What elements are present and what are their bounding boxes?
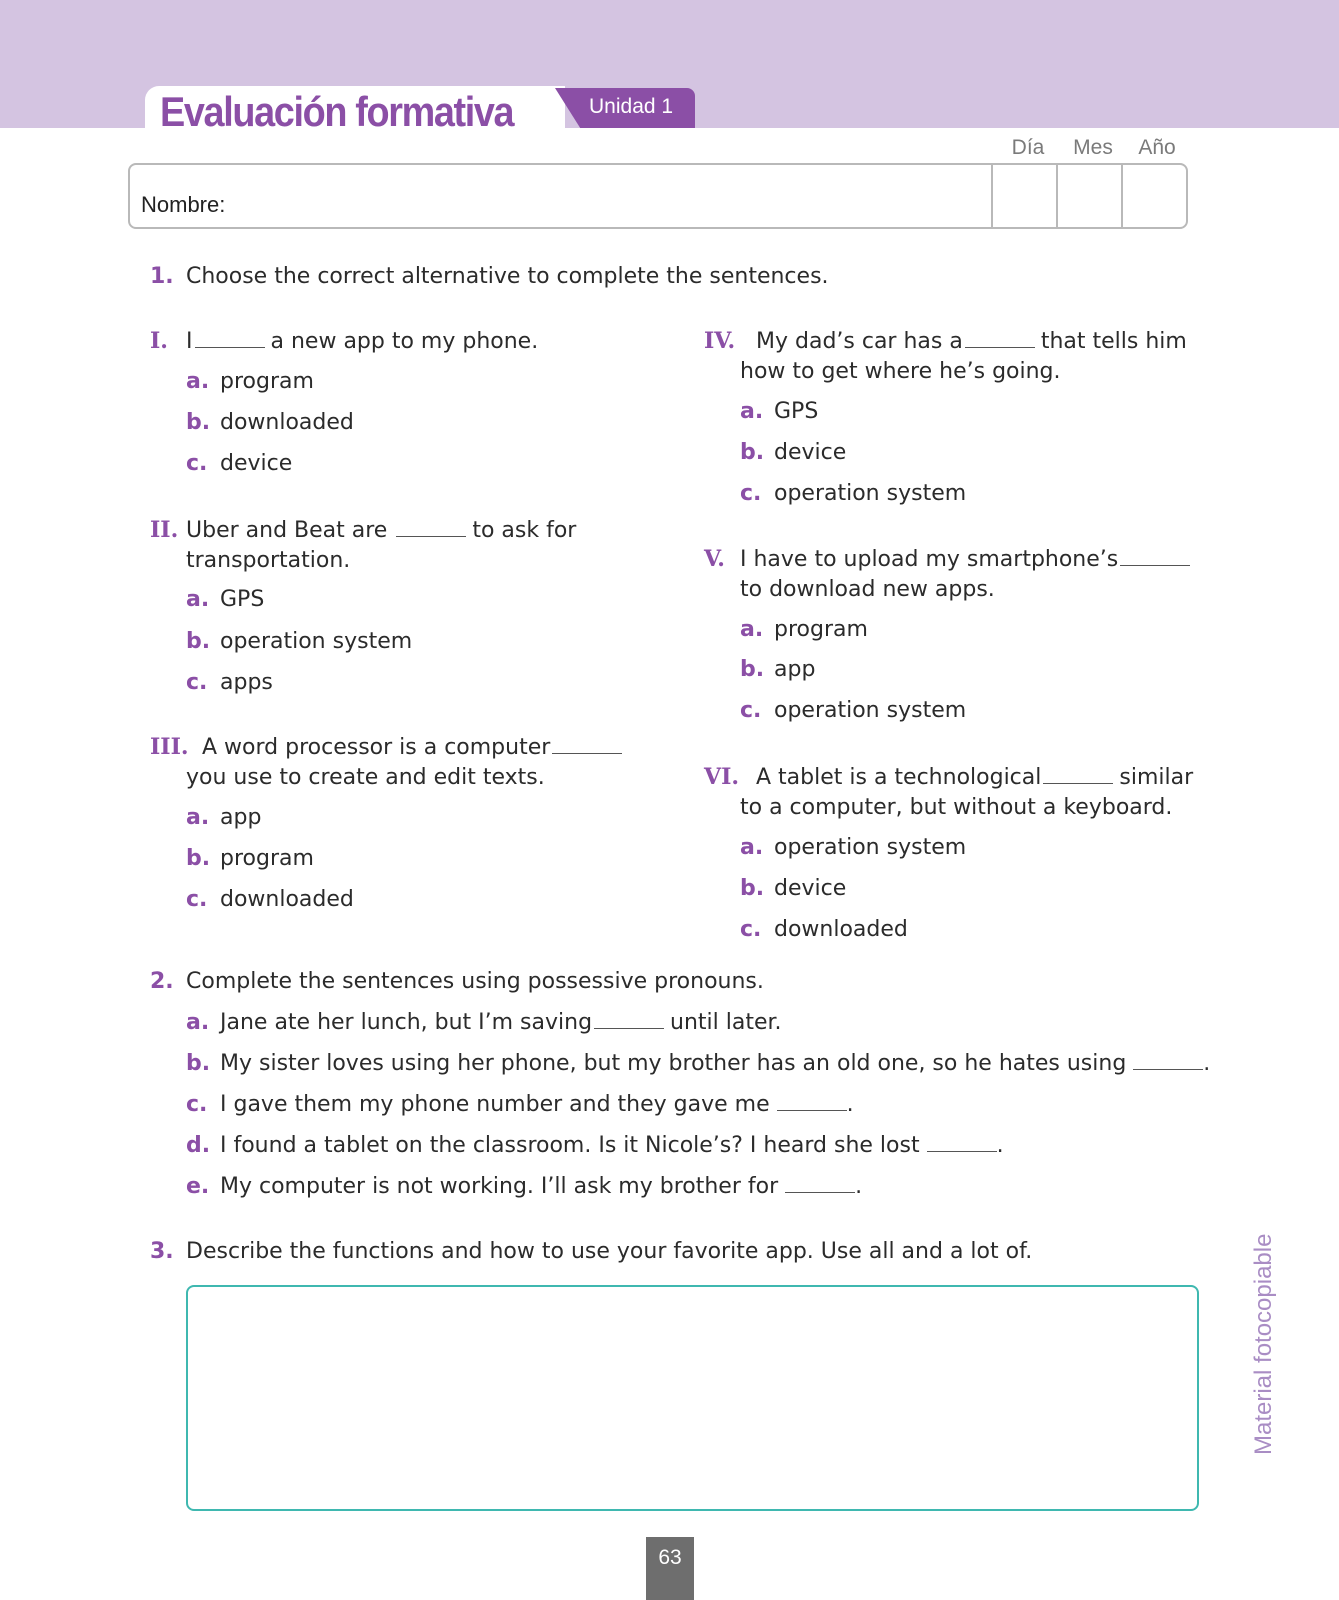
prompt-text: Complete the sentences using possessive pronouns. bbox=[186, 969, 764, 994]
option-b[interactable] bbox=[740, 438, 846, 468]
item-number: III. bbox=[150, 734, 189, 760]
answer-blank[interactable] bbox=[785, 1172, 855, 1193]
question-number: 3. bbox=[150, 1239, 174, 1264]
option-text: operation system bbox=[774, 481, 967, 506]
item-number: V. bbox=[704, 546, 725, 572]
answer-blank[interactable] bbox=[552, 733, 622, 754]
sentence-text: until later. bbox=[670, 1010, 782, 1035]
option-text: app bbox=[220, 805, 262, 830]
sentence-text: A word processor is a computer bbox=[202, 735, 551, 760]
sentence-text: My sister loves using her phone, but my brother has an old one, so he hates using bbox=[220, 1051, 1127, 1076]
option-text: GPS bbox=[220, 587, 265, 612]
item-number: I. bbox=[150, 328, 168, 354]
option-text: operation system bbox=[220, 629, 413, 654]
option-b[interactable] bbox=[740, 655, 815, 685]
sentence-text: you use to create and edit texts. bbox=[186, 765, 545, 790]
prompt-text: Describe the functions and how to use your favorite app. Use all and a lot of. bbox=[186, 1239, 1033, 1264]
option-letter: b. bbox=[186, 410, 211, 435]
option-text: downloaded bbox=[774, 917, 908, 942]
side-note: Material fotocopiable bbox=[1250, 1233, 1277, 1455]
year-field-divider bbox=[1121, 163, 1123, 229]
answer-textarea[interactable] bbox=[186, 1285, 1199, 1511]
option-text: operation system bbox=[774, 698, 967, 723]
question-2-prompt bbox=[150, 967, 764, 997]
option-text: device bbox=[774, 876, 847, 901]
sentence-text: to ask for bbox=[472, 518, 577, 543]
sentence-text: I found a tablet on the classroom. Is it Nicole’s? I heard she lost bbox=[220, 1133, 920, 1158]
option-letter: c. bbox=[186, 451, 208, 476]
month-field-divider bbox=[1056, 163, 1058, 229]
sentence-text: I bbox=[186, 329, 193, 354]
option-letter: b. bbox=[186, 629, 211, 654]
option-letter: a. bbox=[740, 617, 764, 642]
answer-blank[interactable] bbox=[1120, 545, 1190, 566]
sentence-text: Jane ate her lunch, but I’m saving bbox=[220, 1010, 593, 1035]
question-number: 1. bbox=[150, 264, 174, 289]
sentence-text: Uber and Beat are bbox=[186, 518, 388, 543]
option-a[interactable] bbox=[740, 833, 966, 863]
option-letter: b. bbox=[740, 657, 765, 682]
item-number: VI. bbox=[704, 764, 740, 790]
option-text: GPS bbox=[774, 399, 819, 424]
month-label: Mes bbox=[1073, 136, 1113, 159]
item-letter: d. bbox=[186, 1133, 211, 1158]
answer-blank[interactable] bbox=[927, 1131, 997, 1152]
option-letter: b. bbox=[186, 846, 211, 871]
option-text: apps bbox=[220, 670, 273, 695]
option-c[interactable] bbox=[740, 915, 908, 945]
item-number: IV. bbox=[704, 328, 736, 354]
item-V bbox=[704, 544, 1190, 605]
option-letter: a. bbox=[740, 835, 764, 860]
day-field-divider bbox=[991, 163, 993, 229]
option-c[interactable] bbox=[186, 449, 292, 479]
option-text: program bbox=[220, 846, 314, 871]
sentence-text: . bbox=[996, 1133, 1004, 1158]
q2-item-d bbox=[186, 1131, 1004, 1161]
name-label: Nombre: bbox=[141, 192, 226, 217]
question-number: 2. bbox=[150, 969, 174, 994]
option-text: device bbox=[774, 440, 847, 465]
sentence-text: to download new apps. bbox=[740, 577, 995, 602]
sentence-text: transportation. bbox=[186, 548, 351, 573]
answer-blank[interactable] bbox=[594, 1008, 664, 1029]
item-VI bbox=[704, 762, 1193, 823]
answer-blank[interactable] bbox=[965, 327, 1035, 348]
q2-item-a bbox=[186, 1008, 782, 1038]
sentence-text: a new app to my phone. bbox=[270, 329, 539, 354]
sentence-text: . bbox=[1203, 1051, 1211, 1076]
option-letter: b. bbox=[740, 440, 765, 465]
answer-blank[interactable] bbox=[1043, 763, 1113, 784]
item-letter: a. bbox=[186, 1010, 210, 1035]
sentence-text: I gave them my phone number and they gave me bbox=[220, 1092, 770, 1117]
option-letter: a. bbox=[186, 369, 210, 394]
sentence-text: that tells him bbox=[1040, 329, 1187, 354]
item-letter: b. bbox=[186, 1051, 211, 1076]
option-letter: a. bbox=[186, 587, 210, 612]
item-II bbox=[150, 515, 576, 576]
option-c[interactable] bbox=[740, 479, 966, 509]
answer-blank[interactable] bbox=[777, 1090, 847, 1111]
q2-item-b bbox=[186, 1049, 1210, 1079]
option-c[interactable] bbox=[740, 696, 966, 726]
sentence-text: to a computer, but without a keyboard. bbox=[740, 795, 1173, 820]
option-b[interactable] bbox=[186, 844, 314, 874]
option-letter: c. bbox=[186, 887, 208, 912]
option-a[interactable] bbox=[740, 397, 818, 427]
option-text: app bbox=[774, 657, 816, 682]
q2-item-c bbox=[186, 1090, 854, 1120]
item-III bbox=[150, 732, 622, 793]
sentence-text: . bbox=[855, 1174, 863, 1199]
item-letter: e. bbox=[186, 1174, 210, 1199]
question-3-prompt bbox=[150, 1237, 1032, 1267]
option-b[interactable] bbox=[186, 408, 354, 438]
option-letter: c. bbox=[740, 917, 762, 942]
sentence-text: My dad’s car has a bbox=[756, 329, 963, 354]
option-a[interactable] bbox=[186, 367, 314, 397]
item-IV bbox=[704, 326, 1187, 387]
year-label: Año bbox=[1138, 136, 1176, 159]
page-number: 63 bbox=[658, 1546, 682, 1569]
option-b[interactable] bbox=[186, 627, 412, 657]
answer-blank[interactable] bbox=[195, 327, 265, 348]
option-a[interactable] bbox=[740, 615, 868, 645]
item-letter: c. bbox=[186, 1092, 208, 1117]
name-field[interactable] bbox=[128, 163, 1188, 229]
option-text: operation system bbox=[774, 835, 967, 860]
sentence-text: similar bbox=[1119, 765, 1194, 790]
item-number: II. bbox=[150, 517, 179, 543]
option-text: downloaded bbox=[220, 410, 354, 435]
sentence-text: My computer is not working. I’ll ask my brother for bbox=[220, 1174, 779, 1199]
option-letter: a. bbox=[740, 399, 764, 424]
sentence-text: I have to upload my smartphone’s bbox=[740, 547, 1119, 572]
option-text: program bbox=[774, 617, 868, 642]
option-b[interactable] bbox=[740, 874, 846, 904]
option-a[interactable] bbox=[186, 803, 261, 833]
answer-blank[interactable] bbox=[1133, 1049, 1203, 1070]
option-letter: b. bbox=[740, 876, 765, 901]
question-1-prompt bbox=[150, 262, 829, 292]
option-text: program bbox=[220, 369, 314, 394]
unit-label: Unidad 1 bbox=[589, 95, 674, 118]
option-letter: c. bbox=[186, 670, 208, 695]
option-letter: a. bbox=[186, 805, 210, 830]
option-c[interactable] bbox=[186, 668, 273, 698]
option-letter: c. bbox=[740, 481, 762, 506]
item-I bbox=[150, 326, 538, 357]
option-a[interactable] bbox=[186, 585, 264, 615]
sentence-text: how to get where he’s going. bbox=[740, 359, 1061, 384]
answer-blank[interactable] bbox=[396, 516, 466, 537]
page-title: Evaluación formativa bbox=[160, 88, 514, 135]
q2-item-e bbox=[186, 1172, 862, 1202]
option-letter: c. bbox=[740, 698, 762, 723]
sentence-text: A tablet is a technological bbox=[756, 765, 1042, 790]
option-c[interactable] bbox=[186, 885, 354, 915]
prompt-text: Choose the correct alternative to complete the sentences. bbox=[186, 264, 829, 289]
sentence-text: . bbox=[846, 1092, 854, 1117]
option-text: downloaded bbox=[220, 887, 354, 912]
day-label: Día bbox=[1011, 136, 1045, 159]
option-text: device bbox=[220, 451, 293, 476]
